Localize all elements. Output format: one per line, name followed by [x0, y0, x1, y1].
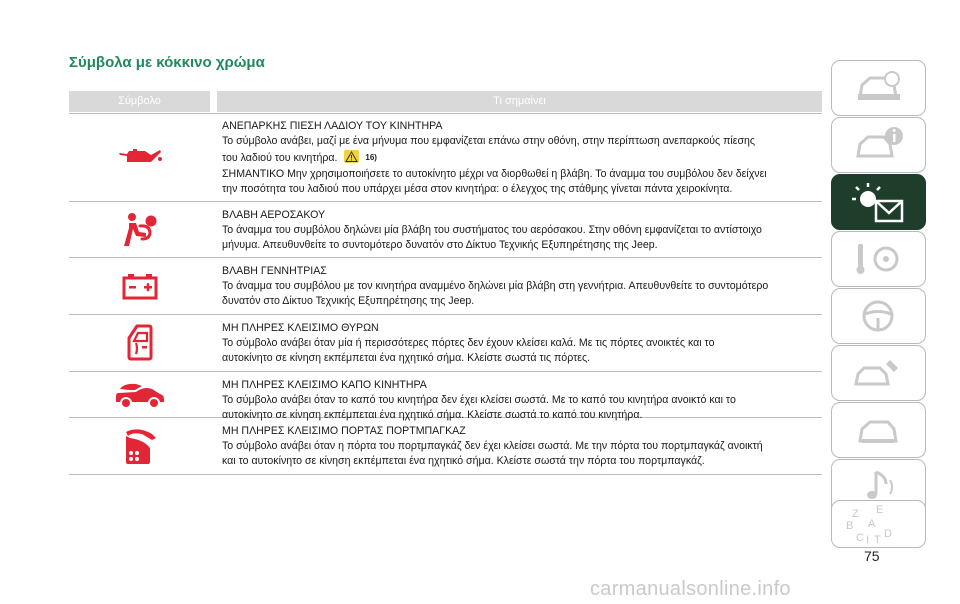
- page-number: 75: [864, 548, 880, 564]
- steering-wheel-icon: [832, 289, 925, 343]
- row-text: [222, 424, 822, 469]
- table-header: [69, 91, 822, 112]
- index-letter: T: [874, 534, 881, 546]
- side-tab-dashboard[interactable]: [831, 60, 926, 116]
- icon-cell: [69, 418, 210, 474]
- row-text: [222, 208, 822, 253]
- row-title: ΒΛΑΒΗ ΑΕΡΟΣΑΚΟΥ: [222, 209, 326, 221]
- table-row: [69, 372, 822, 421]
- note-reference[interactable]: 16): [365, 153, 377, 162]
- row-line: Το άναμμα του συμβόλου με τον κινητήρα αναμμένο δηλώνει μία βλάβη στη γεννήτρια. Απευθυνθείτε το συντομότερο: [222, 280, 769, 292]
- side-tab-safety[interactable]: [831, 231, 926, 287]
- page-title: Σύμβολα με κόκκινο χρώμα: [69, 54, 265, 71]
- airbag-icon: [120, 212, 160, 248]
- row-text: [222, 264, 822, 309]
- watermark: carmanualsonline.info: [590, 578, 791, 600]
- row-title: ΜΗ ΠΛΗΡΕΣ ΚΛΕΙΣΙΜΟ ΠΟΡΤΑΣ ΠΟΡΤΜΠΑΓΚΑΖ: [222, 425, 466, 437]
- icon-cell: [69, 113, 210, 201]
- index-letter: D: [884, 528, 892, 540]
- warning-light-message-icon: [832, 175, 925, 229]
- row-text: [222, 119, 822, 197]
- table-row: [69, 418, 822, 475]
- row-line: Το σύμβολο ανάβει όταν η πόρτα του πορτμπαγκάζ δεν έχει κλείσει σωστά. Με την πόρτα του πορτμπαγκάζ ανοικτή: [222, 440, 763, 452]
- side-tab-index[interactable]: [831, 500, 926, 548]
- car-service-icon: [832, 403, 925, 457]
- icon-cell: [69, 315, 210, 371]
- car-info-icon: [832, 118, 925, 172]
- header-separator: [210, 91, 217, 112]
- table-row: [69, 202, 822, 258]
- hood-open-icon: [114, 381, 166, 409]
- header-meaning: Τι σημαίνει: [493, 95, 546, 107]
- alphabetical-index-icon: [832, 501, 925, 547]
- side-tab-maintenance[interactable]: [831, 402, 926, 458]
- row-line: Το άναμμα του συμβόλου δηλώνει μία βλάβη του συστήματος του αερόσακου. Στην οθόνη εμφανίζεται το αντίστοιχο: [222, 224, 762, 236]
- row-line: Το σύμβολο ανάβει όταν το καπό του κινητήρα δεν έχει κλείσει σωστά. Με το καπό του κινητήρα ανοικτό και το: [222, 394, 736, 406]
- row-title: ΜΗ ΠΛΗΡΕΣ ΚΛΕΙΣΙΜΟ ΚΑΠΟ ΚΙΝΗΤΗΡΑ: [222, 379, 427, 391]
- table-row: [69, 258, 822, 315]
- row-line: Το σύμβολο ανάβει όταν μία ή περισσότερες πόρτες δεν έχουν κλείσει καλά. Με τις πόρτες ανοικτές και το: [222, 337, 715, 349]
- tailgate-open-icon: [122, 426, 158, 466]
- icon-cell: [69, 258, 210, 314]
- row-title: ΜΗ ΠΛΗΡΕΣ ΚΛΕΙΣΙΜΟ ΘΥΡΩΝ: [222, 322, 379, 334]
- row-title: ΒΛΑΒΗ ΓΕΝΝΗΤΡΙΑΣ: [222, 265, 327, 277]
- index-letter: E: [876, 504, 884, 516]
- index-letter: B: [846, 520, 854, 532]
- table-row: [69, 315, 822, 372]
- oil-can-icon: [117, 145, 163, 169]
- row-line: μήνυμα. Απευθυνθείτε το συντομότερο δυνατόν στο Δίκτυο Τεχνικής Εξυπηρέτησης της Jeep.: [222, 239, 658, 251]
- door-open-icon: [127, 324, 153, 362]
- row-title: ΑΝΕΠΑΡΚΗΣ ΠΙΕΣΗ ΛΑΔΙΟΥ ΤΟΥ ΚΙΝΗΤΗΡΑ: [222, 120, 443, 132]
- row-line: δυνατόν στο Δίκτυο Τεχνικής Εξυπηρέτησης της Jeep.: [222, 295, 475, 307]
- row-text: [222, 378, 822, 423]
- row-text: [222, 321, 822, 366]
- side-tab-emergency[interactable]: [831, 345, 926, 401]
- icon-cell: [69, 202, 210, 257]
- battery-icon: [122, 272, 158, 300]
- seat-wheel-tools-icon: [832, 232, 925, 286]
- side-tab-driving[interactable]: [831, 288, 926, 344]
- row-line: του λαδιού του κινητήρα.: [222, 152, 338, 164]
- row-line-with-note: [222, 149, 822, 167]
- index-letter: Z: [852, 508, 859, 520]
- row-line: αυτοκίνητο σε κίνηση εκπέμπεται ένα ηχητικό σήμα. Κλείστε σωστά το καπό του κινητήρα.: [222, 409, 643, 421]
- row-line: Το σύμβολο ανάβει, μαζί με ένα μήνυμα που εμφανίζεται επάνω στην οθόνη, στην περίπτωση ανεπαρκούς πίεσης: [222, 135, 756, 147]
- row-line: την ποσότητα του λαδιού που υπάρχει μέσα στον κινητήρα: ο έλεγχος της στάθμης γίνεται πάντα χειροκίνητα.: [222, 183, 733, 195]
- car-wrench-icon: [832, 346, 925, 400]
- index-letter: I: [866, 534, 870, 546]
- car-dashboard-icon: [832, 61, 925, 115]
- table-row: [69, 113, 822, 202]
- row-line: και το αυτοκίνητο σε κίνηση εκπέμπεται ένα ηχητικό σήμα. Κλείστε σωστά την πόρτα του πορτμπαγκάζ.: [222, 455, 705, 467]
- side-tab-warning-lights[interactable]: [831, 174, 926, 230]
- index-letter: A: [868, 518, 876, 530]
- icon-cell: [69, 372, 210, 417]
- row-line: αυτοκίνητο σε κίνηση εκπέμπεται ένα ηχητικό σήμα. Κλείστε σωστά τις πόρτες.: [222, 352, 591, 364]
- side-tab-info[interactable]: [831, 117, 926, 173]
- header-symbol: Σύμβολο: [118, 95, 161, 107]
- index-letter: C: [856, 532, 864, 544]
- warning-triangle-icon[interactable]: [344, 150, 359, 163]
- row-line: ΣΗΜΑΝΤΙΚΟ Μην χρησιμοποιήσετε το αυτοκίνητο μέχρι να διορθωθεί η βλάβη. Το άναμμα του συμβόλου δεν δείχνει: [222, 168, 767, 180]
